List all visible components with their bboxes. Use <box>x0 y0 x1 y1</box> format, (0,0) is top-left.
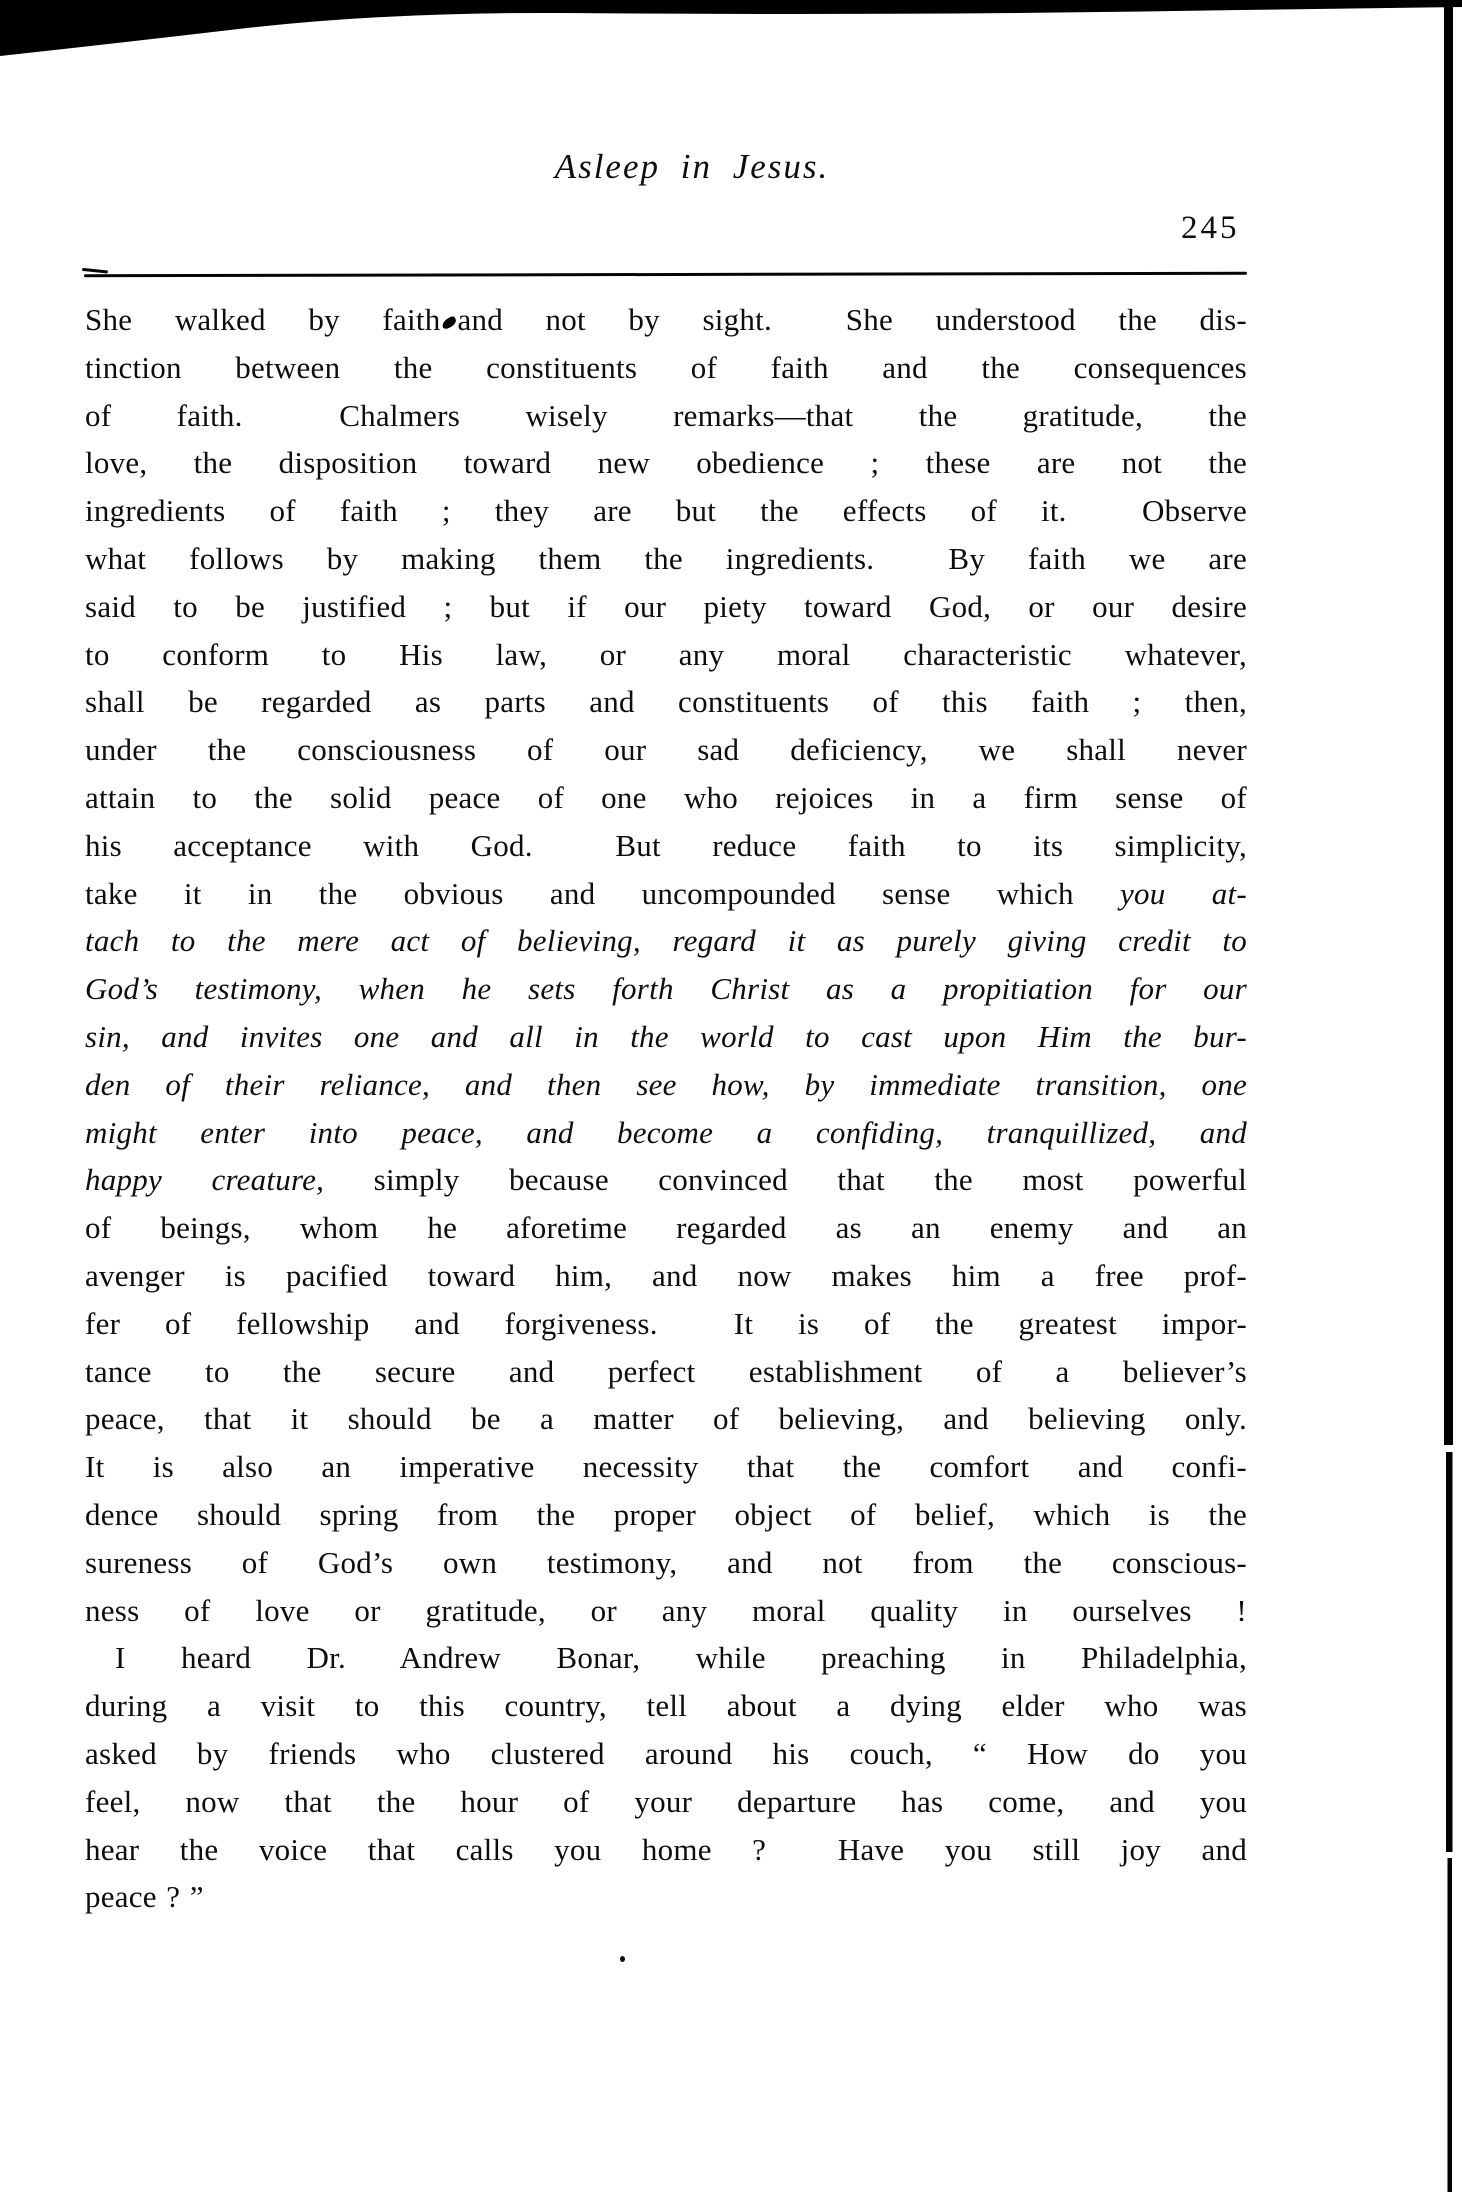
text-line <box>85 1109 1247 1157</box>
right-gutter-shadow-middle <box>1446 1452 1453 1852</box>
running-title: Asleep in Jesus. <box>554 147 830 186</box>
text-segment: tance to the secure and perfect establishment of a believer’s <box>85 1353 1247 1389</box>
text-segment: tinction between the constituents of faith and the consequences <box>85 349 1247 385</box>
text-line <box>85 1443 1247 1491</box>
italic-text-segment: happy creature, <box>85 1162 325 1198</box>
text-line <box>85 1252 1247 1300</box>
text-line <box>85 1682 1247 1730</box>
text-line <box>85 1873 1247 1921</box>
text-segment: of beings, whom he aforetime regarded as an enemy and an <box>85 1210 1247 1246</box>
text-segment: his acceptance with God. But reduce faith to its simplicity, <box>85 827 1247 863</box>
text-segment: what follows by making them the ingredients. By faith we are <box>85 540 1247 576</box>
text-segment: feel, now that the hour of your departure has come, and you <box>85 1783 1247 1819</box>
stray-ink-dot <box>620 1956 625 1962</box>
text-segment: during a visit to this country, tell about a dying elder who was <box>85 1688 1247 1724</box>
italic-text-segment: tach to the mere act of believing, regard it as purely giving credit to <box>85 923 1247 959</box>
text-segment: asked by friends who clustered around his couch, “ How do you <box>85 1735 1247 1771</box>
text-segment: peace ? ” <box>85 1879 204 1915</box>
text-line <box>85 1348 1247 1396</box>
text-line <box>85 1634 1247 1682</box>
text-segment: dence should spring from the proper object of belief, which is the <box>85 1496 1247 1532</box>
ink-blot <box>441 315 458 330</box>
text-line <box>85 487 1247 535</box>
text-line <box>85 726 1247 774</box>
text-line <box>85 1300 1247 1348</box>
text-segment: simply because convinced that the most powerful <box>324 1162 1248 1198</box>
text-segment: fer of fellowship and forgiveness. It is of the greatest impor- <box>85 1305 1247 1341</box>
italic-text-segment: God’s testimony, when he sets forth Christ as a propitiation for our <box>85 971 1247 1007</box>
text-line <box>85 439 1247 487</box>
text-segment: She walked by faith <box>85 302 441 337</box>
text-line <box>85 1539 1247 1587</box>
text-segment: avenger is pacified toward him, and now makes him a free prof- <box>85 1257 1247 1293</box>
text-segment: I heard Dr. Andrew Bonar, while preaching in Philadelphia, <box>115 1640 1247 1676</box>
header-rule <box>84 272 1247 277</box>
text-segment: peace, that it should be a matter of believing, and believing only. <box>85 1401 1247 1437</box>
text-line <box>85 917 1247 965</box>
text-line <box>85 1156 1247 1204</box>
text-line <box>85 1061 1247 1109</box>
text-line <box>85 1013 1247 1061</box>
text-line <box>85 1778 1247 1826</box>
right-gutter-shadow-lower <box>1448 1858 1453 2192</box>
text-segment: sureness of God’s own testimony, and not from the conscious- <box>85 1544 1247 1580</box>
italic-text-segment: den of their reliance, and then see how, by immediate transition, one <box>85 1066 1247 1102</box>
text-line <box>85 965 1247 1013</box>
text-line <box>85 583 1247 631</box>
right-gutter-shadow-upper <box>1444 6 1453 1445</box>
text-line <box>85 1491 1247 1539</box>
text-line <box>85 392 1247 440</box>
text-segment: shall be regarded as parts and constituents of this faith ; then, <box>85 684 1247 720</box>
text-segment: ness of love or gratitude, or any moral quality in ourselves ! <box>85 1592 1247 1628</box>
text-segment: ingredients of faith ; they are but the effects of it. Observe <box>85 493 1247 529</box>
text-line <box>85 1587 1247 1635</box>
text-line <box>85 822 1247 870</box>
text-line <box>85 296 1247 344</box>
text-line <box>85 535 1247 583</box>
text-line <box>85 1730 1247 1778</box>
text-line <box>85 1395 1247 1443</box>
text-line <box>85 631 1247 679</box>
text-segment: take it in the obvious and uncompounded sense which <box>85 875 1121 911</box>
text-segment: said to be justified ; but if our piety toward God, or our desire <box>85 588 1247 624</box>
text-line <box>85 774 1247 822</box>
text-line <box>85 344 1247 392</box>
text-block <box>85 296 1247 1921</box>
italic-text-segment: might enter into peace, and become a confiding, tranquillized, and <box>85 1114 1247 1150</box>
text-segment: and not by sight. She understood the dis- <box>457 302 1248 337</box>
text-segment: of faith. Chalmers wisely remarks—that the gratitude, the <box>85 397 1247 433</box>
text-line <box>85 678 1247 726</box>
text-segment: love, the disposition toward new obedience ; these are not the <box>85 445 1247 481</box>
text-segment: It is also an imperative necessity that the comfort and confi- <box>85 1449 1247 1485</box>
text-segment: to conform to His law, or any moral characteristic whatever, <box>85 636 1247 672</box>
text-line <box>85 1204 1247 1252</box>
text-segment: attain to the solid peace of one who rejoices in a firm sense of <box>85 779 1247 815</box>
text-line <box>85 1826 1247 1874</box>
top-edge-ink-wedge <box>0 0 1462 56</box>
italic-text-segment: you at- <box>1120 875 1247 911</box>
page-number: 245 <box>1181 210 1240 246</box>
italic-text-segment: sin, and invites one and all in the world to cast upon Him the bur- <box>85 1018 1247 1054</box>
text-line <box>85 870 1247 918</box>
text-segment: hear the voice that calls you home ? Have you still joy and <box>85 1831 1247 1867</box>
text-segment: under the consciousness of our sad deficiency, we shall never <box>85 732 1247 768</box>
